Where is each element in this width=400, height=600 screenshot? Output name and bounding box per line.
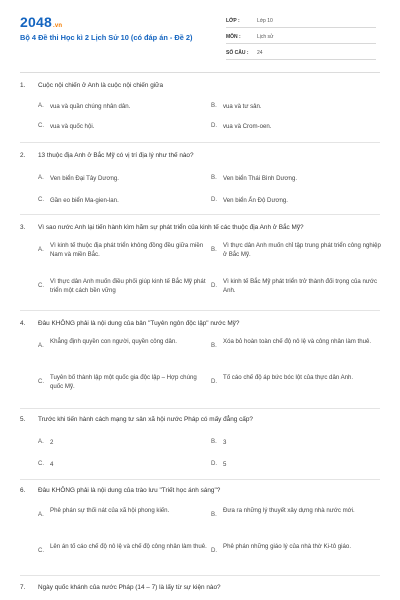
question-number: 3. [20, 224, 26, 231]
question-list [0, 72, 400, 600]
option-letter: C. [38, 546, 45, 554]
option-text: vua và quần chúng nhân dân. [50, 103, 131, 110]
meta-label: SỐ CÂU : [226, 50, 249, 56]
question-body: Trước khi tiến hành cách mạng tư sản xã hội nước Pháp có mấy đẳng cấp? [38, 416, 253, 423]
option-letter: C. [38, 196, 45, 203]
option-letter: B. [211, 245, 217, 253]
option-letter: D. [211, 546, 218, 554]
question-body: 13 thuộc địa Anh ở Bắc Mỹ có vị trí địa lý như thế nào? [38, 152, 194, 159]
option-letter: B. [211, 174, 217, 181]
option-letter: A. [38, 174, 44, 181]
option-text: Phê phán sự thối nát của xã hội phong kiến. [50, 507, 170, 514]
option-letter: D. [211, 281, 218, 289]
meta-value: Lớp 10 [257, 18, 273, 24]
meta-value: Lịch sử [257, 34, 274, 40]
meta-row-count [226, 44, 376, 60]
question-body: Đâu KHÔNG phải là nội dung của bản "Tuyên ngôn độc lập" nước Mỹ? [38, 320, 240, 327]
option-letter: D. [211, 122, 218, 129]
option-letter: C. [38, 281, 45, 289]
option-text: 3 [223, 439, 227, 446]
question-divider [20, 214, 380, 215]
option-text: Xóa bỏ hoàn toàn chế độ nô lệ và công nhân làm thuê. [223, 338, 372, 345]
option-letter: A. [38, 245, 44, 253]
option-text: Khẳng định quyền con người, quyền công dân. [50, 338, 177, 345]
option-text: Gần eo biển Ma-gien-lan. [50, 197, 119, 204]
meta-value: 24 [257, 50, 263, 56]
option-text: vua và tư sản. [223, 103, 262, 110]
option-letter: C. [38, 377, 45, 385]
question-body: Vì sao nước Anh lại tiến hành kìm hãm sự phát triển của kinh tế các thuộc địa Anh ở Bắc Mỹ? [38, 224, 304, 231]
option-letter: A. [38, 341, 44, 349]
option-letter: D. [211, 460, 218, 467]
option-letter: B. [211, 341, 217, 349]
question-number: 2. [20, 152, 26, 159]
page-header [0, 0, 400, 72]
option-text: Tố cáo chế độ áp bức bóc lột của thực dân Anh. [223, 374, 354, 381]
option-text: Vì kinh tế Bắc Mỹ phát triển trở thành đối trọng của nước Anh. [223, 278, 377, 295]
question-divider [20, 479, 380, 480]
meta-label: LỚP : [226, 18, 240, 24]
question-body: Cuộc nội chiến ở Anh là cuộc nội chiến giữa [38, 82, 163, 89]
exam-meta [226, 12, 376, 60]
option-letter: C. [38, 460, 45, 467]
question-divider [20, 142, 380, 143]
question-number: 6. [20, 487, 26, 494]
logo-text: 2048 [20, 14, 52, 30]
option-letter: A. [38, 510, 44, 518]
option-letter: A. [38, 438, 44, 445]
question-number: 7. [20, 584, 26, 591]
question-text [20, 487, 390, 494]
question-text [20, 584, 390, 591]
question-body: Đâu KHÔNG phải là nội dung của trào lưu "Triết học ánh sáng"? [38, 487, 221, 494]
option-text: Vì kinh tế thuộc địa phát triển không đồng đều giữa miền Nam và miền Bắc. [50, 242, 204, 259]
option-letter: B. [211, 510, 217, 518]
question-text [20, 320, 390, 327]
question-number: 5. [20, 416, 26, 423]
option-letter: B. [211, 102, 217, 109]
option-text: vua và quốc hội. [50, 123, 95, 130]
site-logo[interactable] [20, 14, 62, 30]
question-text [20, 416, 390, 423]
option-text: Vì thực dân Anh muốn chỉ tập trung phát triển công nghiệp ở Bắc Mỹ. [223, 242, 381, 259]
page-title: Bộ 4 Đề thi Học kì 2 Lịch Sử 10 (có đáp án - Đề 2) [20, 33, 193, 42]
meta-row-subject [226, 28, 376, 44]
option-text: Đưa ra những lý thuyết xây dựng nhà nước mới. [223, 507, 355, 514]
option-text: 2 [50, 439, 54, 446]
option-text: Ven biển Thái Bình Dương. [223, 175, 298, 182]
option-text: 4 [50, 461, 54, 468]
option-text: Lên án tố cáo chế độ nô lệ và chế độ công nhân làm thuê. [50, 543, 207, 550]
question-text [20, 152, 390, 159]
question-number: 4. [20, 320, 26, 327]
option-text: 5 [223, 461, 227, 468]
question-body: Ngày quốc khánh của nước Pháp (14 – 7) là lấy từ sự kiện nào? [38, 584, 221, 591]
question-divider [20, 408, 380, 409]
question-text [20, 224, 390, 231]
logo-suffix: .vn [52, 23, 63, 29]
option-text: vua và Crom-oen. [223, 123, 272, 130]
option-letter: A. [38, 102, 44, 109]
option-letter: D. [211, 196, 218, 203]
option-letter: C. [38, 122, 45, 129]
meta-label: MÔN : [226, 34, 241, 40]
option-text: Vì thực dân Anh muốn điều phối giúp kinh tế Bắc Mỹ phát triển một cách bền vững [50, 278, 206, 295]
question-number: 1. [20, 82, 26, 89]
question-text [20, 82, 390, 89]
option-text: Ven biển Ấn Độ Dương. [223, 197, 288, 204]
question-divider [20, 575, 380, 576]
option-text: Phê phán những giáo lý của nhà thờ Ki-tô giáo. [223, 543, 352, 550]
option-text: Tuyên bố thành lập một quốc gia độc lập – Hợp chúng quốc Mỹ. [50, 374, 197, 391]
option-letter: D. [211, 377, 218, 385]
option-text: Ven biển Đại Tây Dương. [50, 175, 119, 182]
option-letter: B. [211, 438, 217, 445]
question-divider [20, 310, 380, 311]
meta-row-class [226, 12, 376, 28]
